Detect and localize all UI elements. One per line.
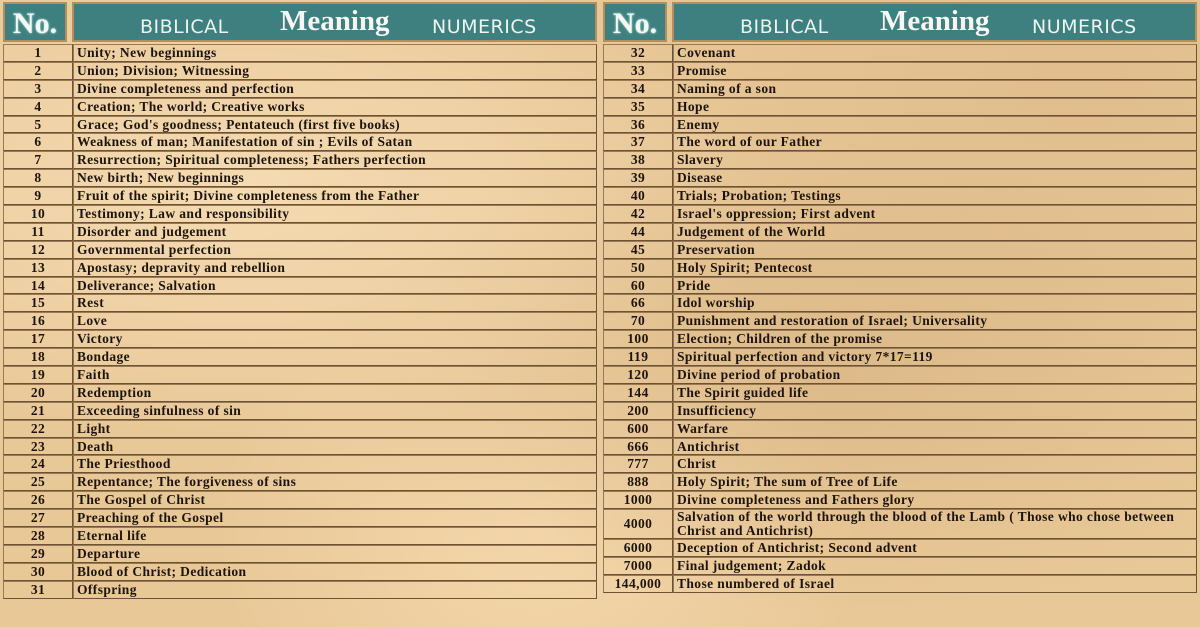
header-meaning: Meaning [280, 5, 390, 37]
table-row [3, 116, 597, 134]
number-cell: 33 [603, 62, 673, 80]
meaning-cell: Deception of Antichrist; Second advent [673, 539, 1197, 557]
table-row [603, 241, 1197, 259]
number-cell: 16 [3, 312, 73, 330]
table-row [3, 44, 597, 62]
meaning-cell: Pride [673, 277, 1197, 295]
table-row [3, 187, 597, 205]
meaning-cell: Offspring [73, 581, 597, 599]
number-cell: 6000 [603, 539, 673, 557]
number-cell: 29 [3, 545, 73, 563]
right-meanings-table [603, 44, 1197, 593]
number-cell: 144,000 [603, 575, 673, 593]
meaning-cell: Holy Spirit; Pentecost [673, 259, 1197, 277]
meaning-cell: Trials; Probation; Testings [673, 187, 1197, 205]
left-meanings-table [3, 44, 597, 599]
number-cell: 666 [603, 438, 673, 456]
meaning-cell: Salvation of the world through the blood of the Lamb ( Those who chose between Christ and Antichrist) [673, 509, 1197, 539]
table-row [3, 223, 597, 241]
table-row [3, 527, 597, 545]
number-cell: 2 [3, 62, 73, 80]
table-row [603, 205, 1197, 223]
table-row [603, 187, 1197, 205]
meaning-cell: Redemption [73, 384, 597, 402]
table-row [603, 80, 1197, 98]
meaning-cell: New birth; New beginnings [73, 169, 597, 187]
number-cell: 4000 [603, 509, 673, 539]
number-cell: 1 [3, 44, 73, 62]
table-row [3, 241, 597, 259]
table-row [3, 473, 597, 491]
number-cell: 11 [3, 223, 73, 241]
meaning-cell: Covenant [673, 44, 1197, 62]
table-row [3, 205, 597, 223]
number-cell: 777 [603, 455, 673, 473]
number-cell: 44 [603, 223, 673, 241]
number-cell: 14 [3, 277, 73, 295]
table-row [603, 575, 1197, 593]
meaning-cell: Divine completeness and perfection [73, 80, 597, 98]
table-row [603, 294, 1197, 312]
meaning-cell: Disorder and judgement [73, 223, 597, 241]
meaning-cell: Resurrection; Spiritual completeness; Fathers perfection [73, 151, 597, 169]
meaning-cell: Victory [73, 330, 597, 348]
left-panel [3, 2, 597, 599]
number-cell: 119 [603, 348, 673, 366]
meaning-cell: Union; Division; Witnessing [73, 62, 597, 80]
meaning-cell: Rest [73, 294, 597, 312]
table-row [603, 151, 1197, 169]
meaning-cell: Departure [73, 545, 597, 563]
meaning-cell: Repentance; The forgiveness of sins [73, 473, 597, 491]
number-cell: 21 [3, 402, 73, 420]
number-cell: 100 [603, 330, 673, 348]
number-cell: 66 [603, 294, 673, 312]
table-header [3, 2, 597, 42]
right-panel [603, 2, 1197, 593]
number-cell: 40 [603, 187, 673, 205]
meaning-cell: Blood of Christ; Dedication [73, 563, 597, 581]
header-biblical: BIBLICAL [740, 16, 829, 38]
table-row [603, 557, 1197, 575]
header-meaning: Meaning [880, 5, 990, 37]
number-cell: 12 [3, 241, 73, 259]
table-row [603, 312, 1197, 330]
meaning-cell: Insufficiency [673, 402, 1197, 420]
table-row [603, 133, 1197, 151]
table-row [603, 44, 1197, 62]
table-row [3, 455, 597, 473]
number-cell: 144 [603, 384, 673, 402]
number-cell: 36 [603, 116, 673, 134]
number-cell: 25 [3, 473, 73, 491]
number-cell: 8 [3, 169, 73, 187]
number-cell: 1000 [603, 491, 673, 509]
table-row [3, 312, 597, 330]
number-cell: 20 [3, 384, 73, 402]
table-row [603, 169, 1197, 187]
table-row [603, 402, 1197, 420]
meaning-cell: The Spirit guided life [673, 384, 1197, 402]
header-no: No. [3, 2, 67, 42]
number-cell: 42 [603, 205, 673, 223]
table-row [3, 581, 597, 599]
number-cell: 10 [3, 205, 73, 223]
table-row [603, 491, 1197, 509]
meaning-cell: Apostasy; depravity and rebellion [73, 259, 597, 277]
number-cell: 7000 [603, 557, 673, 575]
number-cell: 26 [3, 491, 73, 509]
number-cell: 9 [3, 187, 73, 205]
meaning-cell: Spiritual perfection and victory 7*17=119 [673, 348, 1197, 366]
table-row [3, 133, 597, 151]
header-numerics: NUMERICS [432, 16, 537, 38]
table-row [3, 420, 597, 438]
table-row [603, 348, 1197, 366]
meaning-cell: Death [73, 438, 597, 456]
number-cell: 5 [3, 116, 73, 134]
table-row [603, 384, 1197, 402]
meaning-cell: Election; Children of the promise [673, 330, 1197, 348]
meaning-cell: The Gospel of Christ [73, 491, 597, 509]
meaning-cell: Warfare [673, 420, 1197, 438]
meaning-cell: The Priesthood [73, 455, 597, 473]
table-row [3, 259, 597, 277]
number-cell: 30 [3, 563, 73, 581]
header-title [672, 2, 1197, 42]
meaning-cell: Love [73, 312, 597, 330]
table-row [3, 402, 597, 420]
meaning-cell: Israel's oppression; First advent [673, 205, 1197, 223]
meaning-cell: Preservation [673, 241, 1197, 259]
meaning-cell: Unity; New beginnings [73, 44, 597, 62]
meaning-cell: Idol worship [673, 294, 1197, 312]
meaning-cell: Faith [73, 366, 597, 384]
number-cell: 31 [3, 581, 73, 599]
meaning-cell: Final judgement; Zadok [673, 557, 1197, 575]
number-cell: 60 [603, 277, 673, 295]
header-title [72, 2, 597, 42]
meaning-cell: Bondage [73, 348, 597, 366]
number-cell: 7 [3, 151, 73, 169]
number-cell: 6 [3, 133, 73, 151]
meaning-cell: Exceeding sinfulness of sin [73, 402, 597, 420]
table-row [603, 509, 1197, 539]
number-cell: 22 [3, 420, 73, 438]
table-row [3, 151, 597, 169]
table-row [603, 366, 1197, 384]
number-cell: 888 [603, 473, 673, 491]
meaning-cell: Promise [673, 62, 1197, 80]
number-cell: 37 [603, 133, 673, 151]
table-row [603, 539, 1197, 557]
table-row [3, 384, 597, 402]
table-row [3, 509, 597, 527]
meaning-cell: Punishment and restoration of Israel; Universality [673, 312, 1197, 330]
meaning-cell: Naming of a son [673, 80, 1197, 98]
table-row [603, 98, 1197, 116]
meaning-cell: Preaching of the Gospel [73, 509, 597, 527]
number-cell: 600 [603, 420, 673, 438]
meaning-cell: Christ [673, 455, 1197, 473]
meaning-cell: Eternal life [73, 527, 597, 545]
number-cell: 38 [603, 151, 673, 169]
number-cell: 27 [3, 509, 73, 527]
meaning-cell: Governmental perfection [73, 241, 597, 259]
meaning-cell: Grace; God's goodness; Pentateuch (first five books) [73, 116, 597, 134]
meaning-cell: Slavery [673, 151, 1197, 169]
number-cell: 24 [3, 455, 73, 473]
number-cell: 4 [3, 98, 73, 116]
meaning-cell: Those numbered of Israel [673, 575, 1197, 593]
number-cell: 18 [3, 348, 73, 366]
number-cell: 3 [3, 80, 73, 98]
table-row [3, 348, 597, 366]
table-row [603, 259, 1197, 277]
table-row [3, 563, 597, 581]
number-cell: 120 [603, 366, 673, 384]
table-row [603, 438, 1197, 456]
meaning-cell: Fruit of the spirit; Divine completeness from the Father [73, 187, 597, 205]
table-row [603, 473, 1197, 491]
number-cell: 23 [3, 438, 73, 456]
table-row [603, 330, 1197, 348]
meaning-cell: Judgement of the World [673, 223, 1197, 241]
number-cell: 200 [603, 402, 673, 420]
meaning-cell: Holy Spirit; The sum of Tree of Life [673, 473, 1197, 491]
meaning-cell: Deliverance; Salvation [73, 277, 597, 295]
meaning-cell: Hope [673, 98, 1197, 116]
table-row [3, 491, 597, 509]
meaning-cell: Enemy [673, 116, 1197, 134]
meaning-cell: Creation; The world; Creative works [73, 98, 597, 116]
header-numerics: NUMERICS [1032, 16, 1137, 38]
meaning-cell: Antichrist [673, 438, 1197, 456]
number-cell: 35 [603, 98, 673, 116]
header-biblical: BIBLICAL [140, 16, 229, 38]
number-cell: 32 [603, 44, 673, 62]
table-row [603, 455, 1197, 473]
table-row [603, 277, 1197, 295]
table-row [3, 366, 597, 384]
header-no: No. [603, 2, 667, 42]
meaning-cell: Weakness of man; Manifestation of sin ; Evils of Satan [73, 133, 597, 151]
number-cell: 39 [603, 169, 673, 187]
number-cell: 34 [603, 80, 673, 98]
number-cell: 45 [603, 241, 673, 259]
number-cell: 13 [3, 259, 73, 277]
number-cell: 17 [3, 330, 73, 348]
table-row [3, 545, 597, 563]
number-cell: 50 [603, 259, 673, 277]
table-row [603, 62, 1197, 80]
table-row [3, 80, 597, 98]
meaning-cell: The word of our Father [673, 133, 1197, 151]
meaning-cell: Divine completeness and Fathers glory [673, 491, 1197, 509]
number-cell: 19 [3, 366, 73, 384]
meaning-cell: Disease [673, 169, 1197, 187]
table-row [3, 330, 597, 348]
number-cell: 15 [3, 294, 73, 312]
table-row [3, 277, 597, 295]
table-row [3, 98, 597, 116]
table-row [3, 169, 597, 187]
meaning-cell: Testimony; Law and responsibility [73, 205, 597, 223]
meaning-cell: Light [73, 420, 597, 438]
table-header [603, 2, 1197, 42]
meaning-cell: Divine period of probation [673, 366, 1197, 384]
number-cell: 28 [3, 527, 73, 545]
number-cell: 70 [603, 312, 673, 330]
table-row [3, 294, 597, 312]
table-row [3, 62, 597, 80]
table-row [603, 116, 1197, 134]
table-row [603, 420, 1197, 438]
table-row [603, 223, 1197, 241]
table-row [3, 438, 597, 456]
